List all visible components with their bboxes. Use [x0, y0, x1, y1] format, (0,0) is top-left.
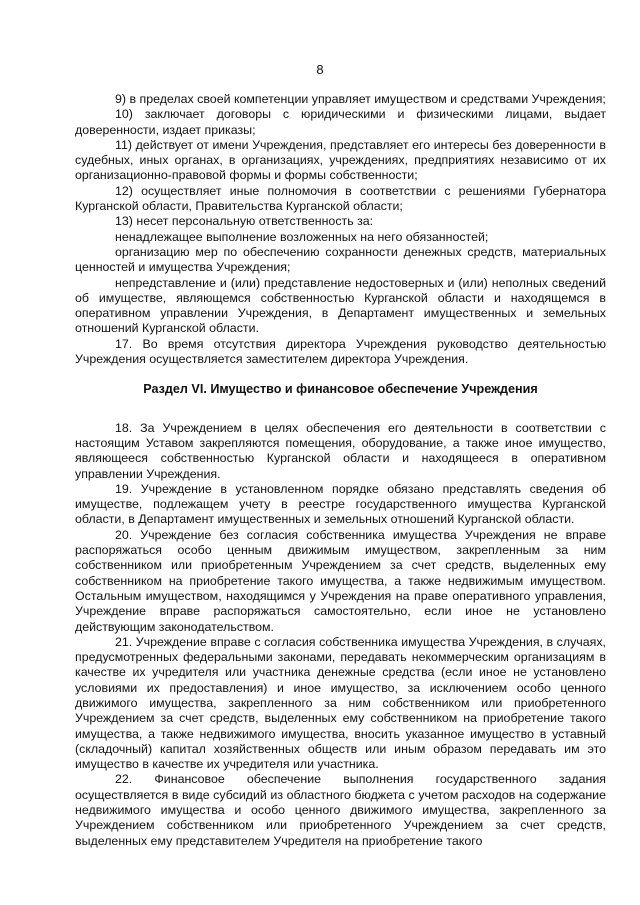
paragraph-clause-17: 17. Во время отсутствия директора Учреждения руководство деятельностью Учреждения осуществляется заместителем директора Учреждения. [75, 336, 606, 367]
paragraph-item-12: 12) осуществляет иные полномочия в соответствии с решениями Губернатора Курганской области, Правительства Курганской области; [75, 183, 606, 214]
paragraph-clause-20: 20. Учреждение без согласия собственника имущества Учреждения не вправе распоряжаться особо ценным движимым имуществом, закрепленным за ним собственником или приобретенным Учреждением за счет средств, выделенных ему собственником на приобретение такого имущества, а также недвижимым имуществом. Остальным имуществом, находящимся у Учреждения на праве оперативного управления, Учреждение вправе распоряжаться самостоятельно, если иное не установлено действующим законодательством. [75, 527, 606, 634]
paragraph-item-13: 13) несет персональную ответственность за: [115, 214, 374, 229]
paragraph-responsibility-duties: ненадлежащее выполнение возложенных на него обязанностей; [115, 229, 489, 244]
document-body [75, 92, 606, 849]
paragraph-responsibility-reporting: непредставление и (или) представление недостоверных и (или) неполных сведений об имуществе, являющемся собственностью Курганской области и находящемся в оперативном управлении Учреждения, в Департамент имущественных и земельных отношений Курганской области. [75, 275, 606, 336]
page-number: 8 [316, 62, 324, 77]
paragraph-clause-19: 19. Учреждение в установленном порядке обязано представлять сведения об имуществе, подлежащем учету в реестре государственного имущества Курганской области, в Департамент имущественных и земельных отношений Курганской области. [75, 481, 606, 527]
paragraph-clause-18: 18. За Учреждением в целях обеспечения его деятельности в соответствии с настоящим Уставом закрепляются помещения, оборудование, а также иное имущество, являющееся собственностью Курганской области и находящееся в оперативном управлении Учреждения. [75, 420, 606, 481]
paragraph-responsibility-safety: организацию мер по обеспечению сохранности денежных средств, материальных ценностей и имущества Учреждения; [75, 244, 606, 275]
paragraph-item-10: 10) заключает договоры с юридическими и физическими лицами, выдает доверенности, издает приказы; [75, 107, 606, 137]
paragraph-clause-21: 21. Учреждение вправе с согласия собственника имущества Учреждения, в случаях, предусмотренных федеральными законами, передавать некоммерческим организациям в качестве их учредителя или участника денежные средства (если иное не установлено условиями их предоставления) и иное имущество, за исключением особо ценного движимого имущества, закрепленного за ним собственником или приобретенного Учреждением за счет средств, выделенных ему собственником на приобретение такого имущества, а также недвижимого имущества, вносить указанное имущество в уставный (складочный) капитал хозяйственных обществ или иным образом передавать им это имущество в качестве их учредителя или участника. [75, 634, 606, 772]
paragraph-item-9: 9) в пределах своей компетенции управляет имуществом и средствами Учреждения; [115, 92, 606, 106]
section-heading: Раздел VI. Имущество и финансовое обеспечение Учреждения [143, 382, 538, 397]
paragraph-clause-22: 22. Финансовое обеспечение выполнения государственного задания осуществляется в виде субсидий из областного бюджета с учетом расходов на содержание недвижимого имущества и особо ценного движимого имущества, закрепленного за Учреждением собственником или приобретенного Учреждением за счет средств, выделенных ему представителем Учредителя на приобретение такого [75, 772, 606, 848]
paragraph-item-11: 11) действует от имени Учреждения, представляет его интересы без доверенности в судебных, иных органах, в организациях, учреждениях, предприятиях независимо от их организационно-правовой формы и формы собственности; [75, 137, 606, 183]
